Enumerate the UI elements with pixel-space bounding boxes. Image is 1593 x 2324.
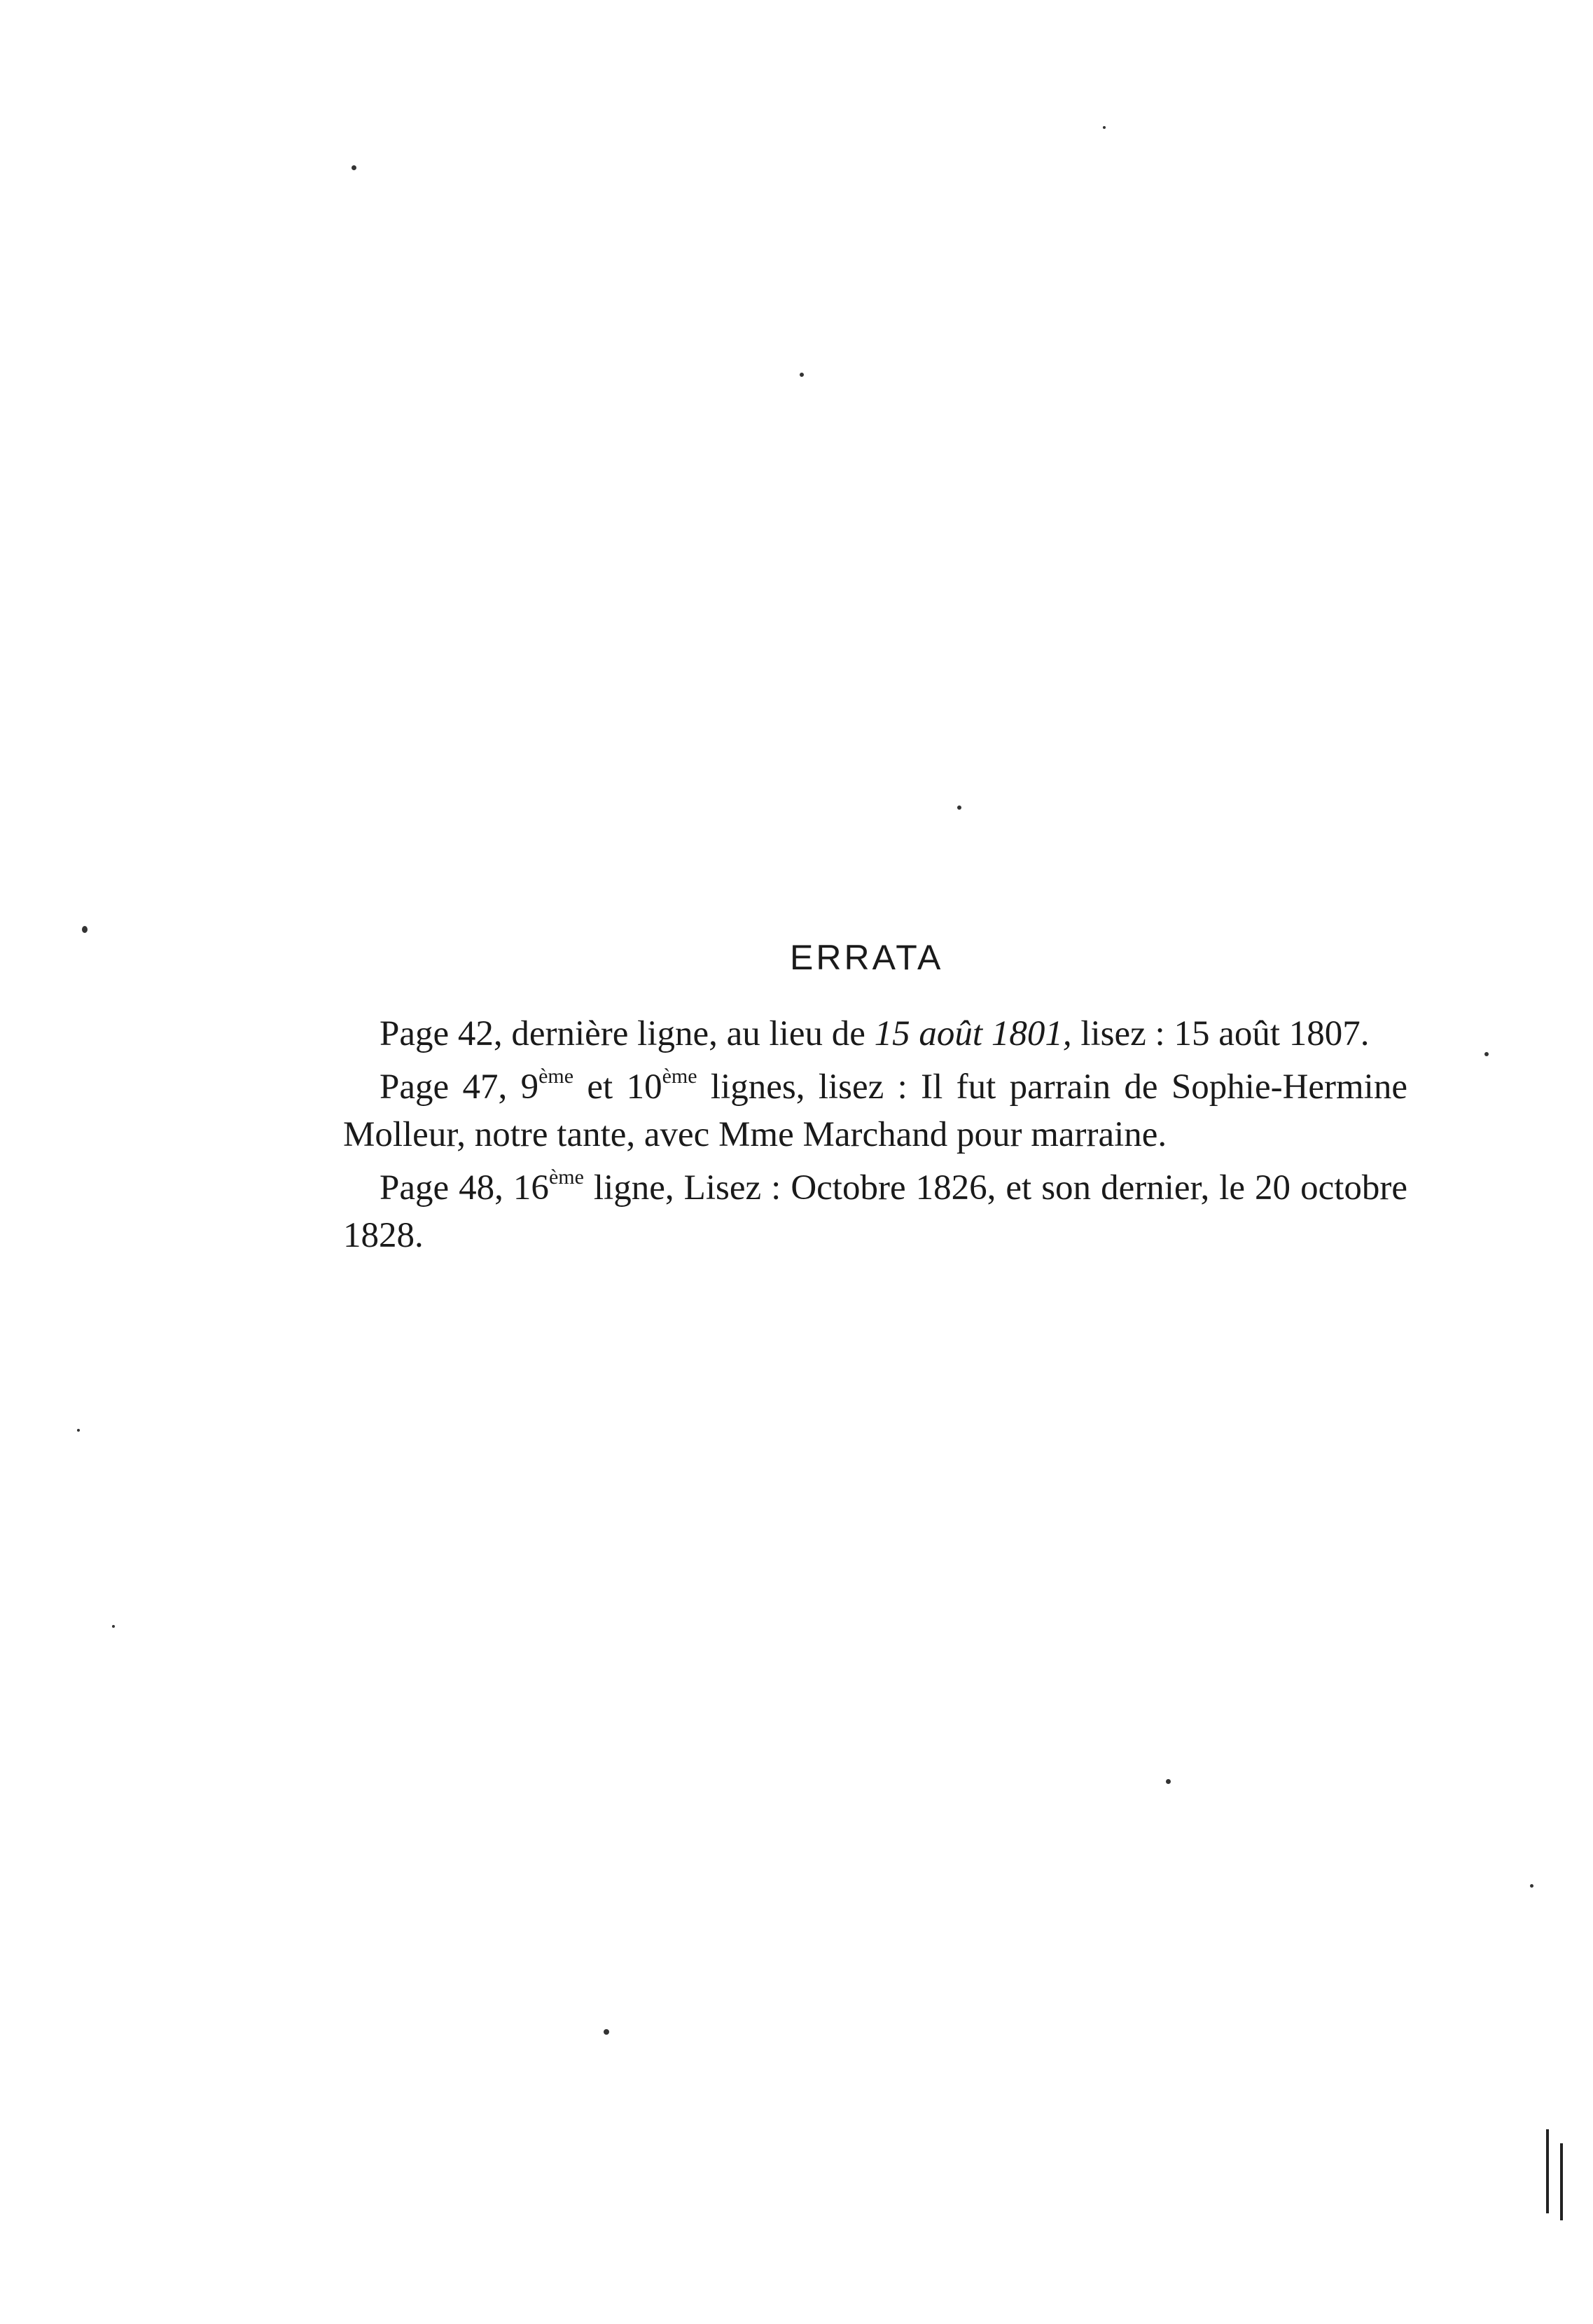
entry-2-ordinal-2: ème	[662, 1065, 697, 1088]
entry-2-ordinal-1: ème	[538, 1065, 574, 1088]
scan-speck	[112, 1625, 115, 1628]
errata-entry-1	[343, 1010, 1407, 1058]
entry-3-ordinal-1: ème	[548, 1166, 584, 1189]
entry-1-text-before: Page 42, dernière ligne, au lieu de	[380, 1014, 875, 1053]
errata-body	[343, 1010, 1407, 1265]
scan-speck	[1484, 1052, 1489, 1056]
entry-2-text-part-2: et 10	[573, 1067, 662, 1107]
scan-speck	[82, 926, 88, 933]
scan-speck	[77, 1429, 80, 1432]
entry-3-text-part-1: Page 48, 16	[380, 1168, 549, 1208]
scan-speck	[352, 165, 356, 170]
binding-mark	[1560, 2143, 1563, 2220]
entry-3-text-part-2: ligne, Lisez : Octobre 1826, et son dernier, le 20 octobre 1828.	[343, 1168, 1408, 1255]
entry-2-text-part-1: Page 47, 9	[380, 1067, 539, 1107]
scan-speck	[800, 373, 804, 377]
binding-mark	[1546, 2129, 1549, 2213]
errata-title: ERRATA	[790, 938, 944, 977]
scan-speck	[1166, 1779, 1171, 1784]
entry-2-text-part-3: lignes, lisez : Il fut parrain de Sophie-Hermine Molleur, notre tante, avec Mme Marchand pour marraine.	[343, 1067, 1407, 1154]
entry-1-italic-date: 15 août 1801,	[874, 1014, 1072, 1053]
scan-speck	[604, 2029, 609, 2035]
scan-speck	[1103, 126, 1106, 129]
scan-speck	[1530, 1884, 1533, 1888]
scan-speck	[957, 805, 961, 810]
errata-entry-3	[343, 1164, 1407, 1259]
entry-1-text-after: lisez : 15 août 1807.	[1071, 1014, 1370, 1053]
errata-entry-2	[343, 1063, 1407, 1158]
